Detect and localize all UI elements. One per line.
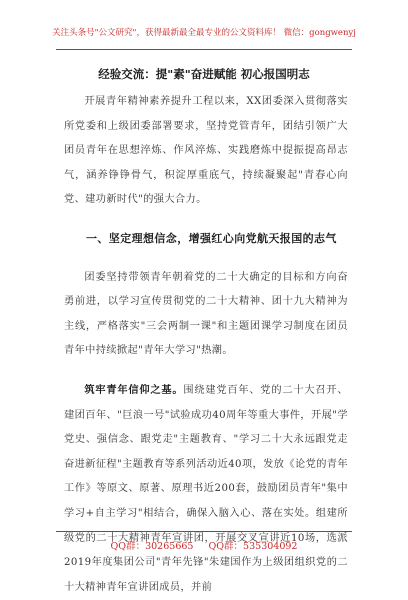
paragraph-gap	[64, 364, 348, 378]
footer-divider	[56, 531, 352, 532]
subsection-text: 围绕建党百年、党的二十大召开、建团百年、"巨浪一号"试验成功40周年等重大事件，开展"学党史、强信念、跟党走"主题教育、"学习二十大永远跟党走奋进新征程"主题教育等系列活动近40项，发放《论党的青年工作》等原文、原著、原理书近200套，鼓励团员青年"集中学习+自主学习"相结合，确保入脑入心、落在实处。组建所级党的二十大精神青年宣讲团，开展交叉宣讲近10场，选派2019年度集团公司"青年先锋"朱建国作为上级团组织党的二十大精神青年宣讲团成员，并前	[64, 384, 348, 593]
subsection-paragraph	[64, 378, 348, 600]
footer-qq-group-2: QQ群：535304092	[208, 541, 298, 552]
header-divider	[56, 49, 352, 50]
subsection-lead: 筑牢青年信仰之基。	[84, 383, 184, 396]
document-title: 经验交流：提"素"奋进赋能 初心报国明志	[98, 67, 310, 81]
intro-paragraph: 开展青年精神素养提升工程以来，XX团委深入贯彻落实所党委和上级团委部署要求，坚持党管青年，团结引领广大团员青年在思想淬炼、作风淬炼、实践磨炼中提振提高昂志气，涵养铮铮骨气，积淀厚重底气，持续凝聚起"青春心向党、建功新时代"的强大合力。	[64, 96, 348, 206]
header-banner: 关注头条号"公文研究"，获得最新最全最专业的公文资料库！ 微信：gongwenyj	[52, 28, 356, 38]
paragraph-gap	[64, 252, 348, 266]
footer	[0, 538, 408, 552]
document-body	[64, 90, 348, 600]
section-heading: 一、坚定理想信念，增强红心向党航天报国的志气	[86, 231, 337, 245]
section-paragraph: 团委坚持带领青年朝着党的二十大确定的目标和方向奋勇前进，以学习宣传贯彻党的二十大精神、团十九大精神为主线，严格落实"三会两制一课"和主题团课学习制度在团员青年中持续掀起"青年大学习"热潮。	[64, 271, 348, 357]
footer-qq-group-1: QQ群：30265665	[110, 541, 194, 552]
paragraph-gap	[64, 213, 348, 227]
